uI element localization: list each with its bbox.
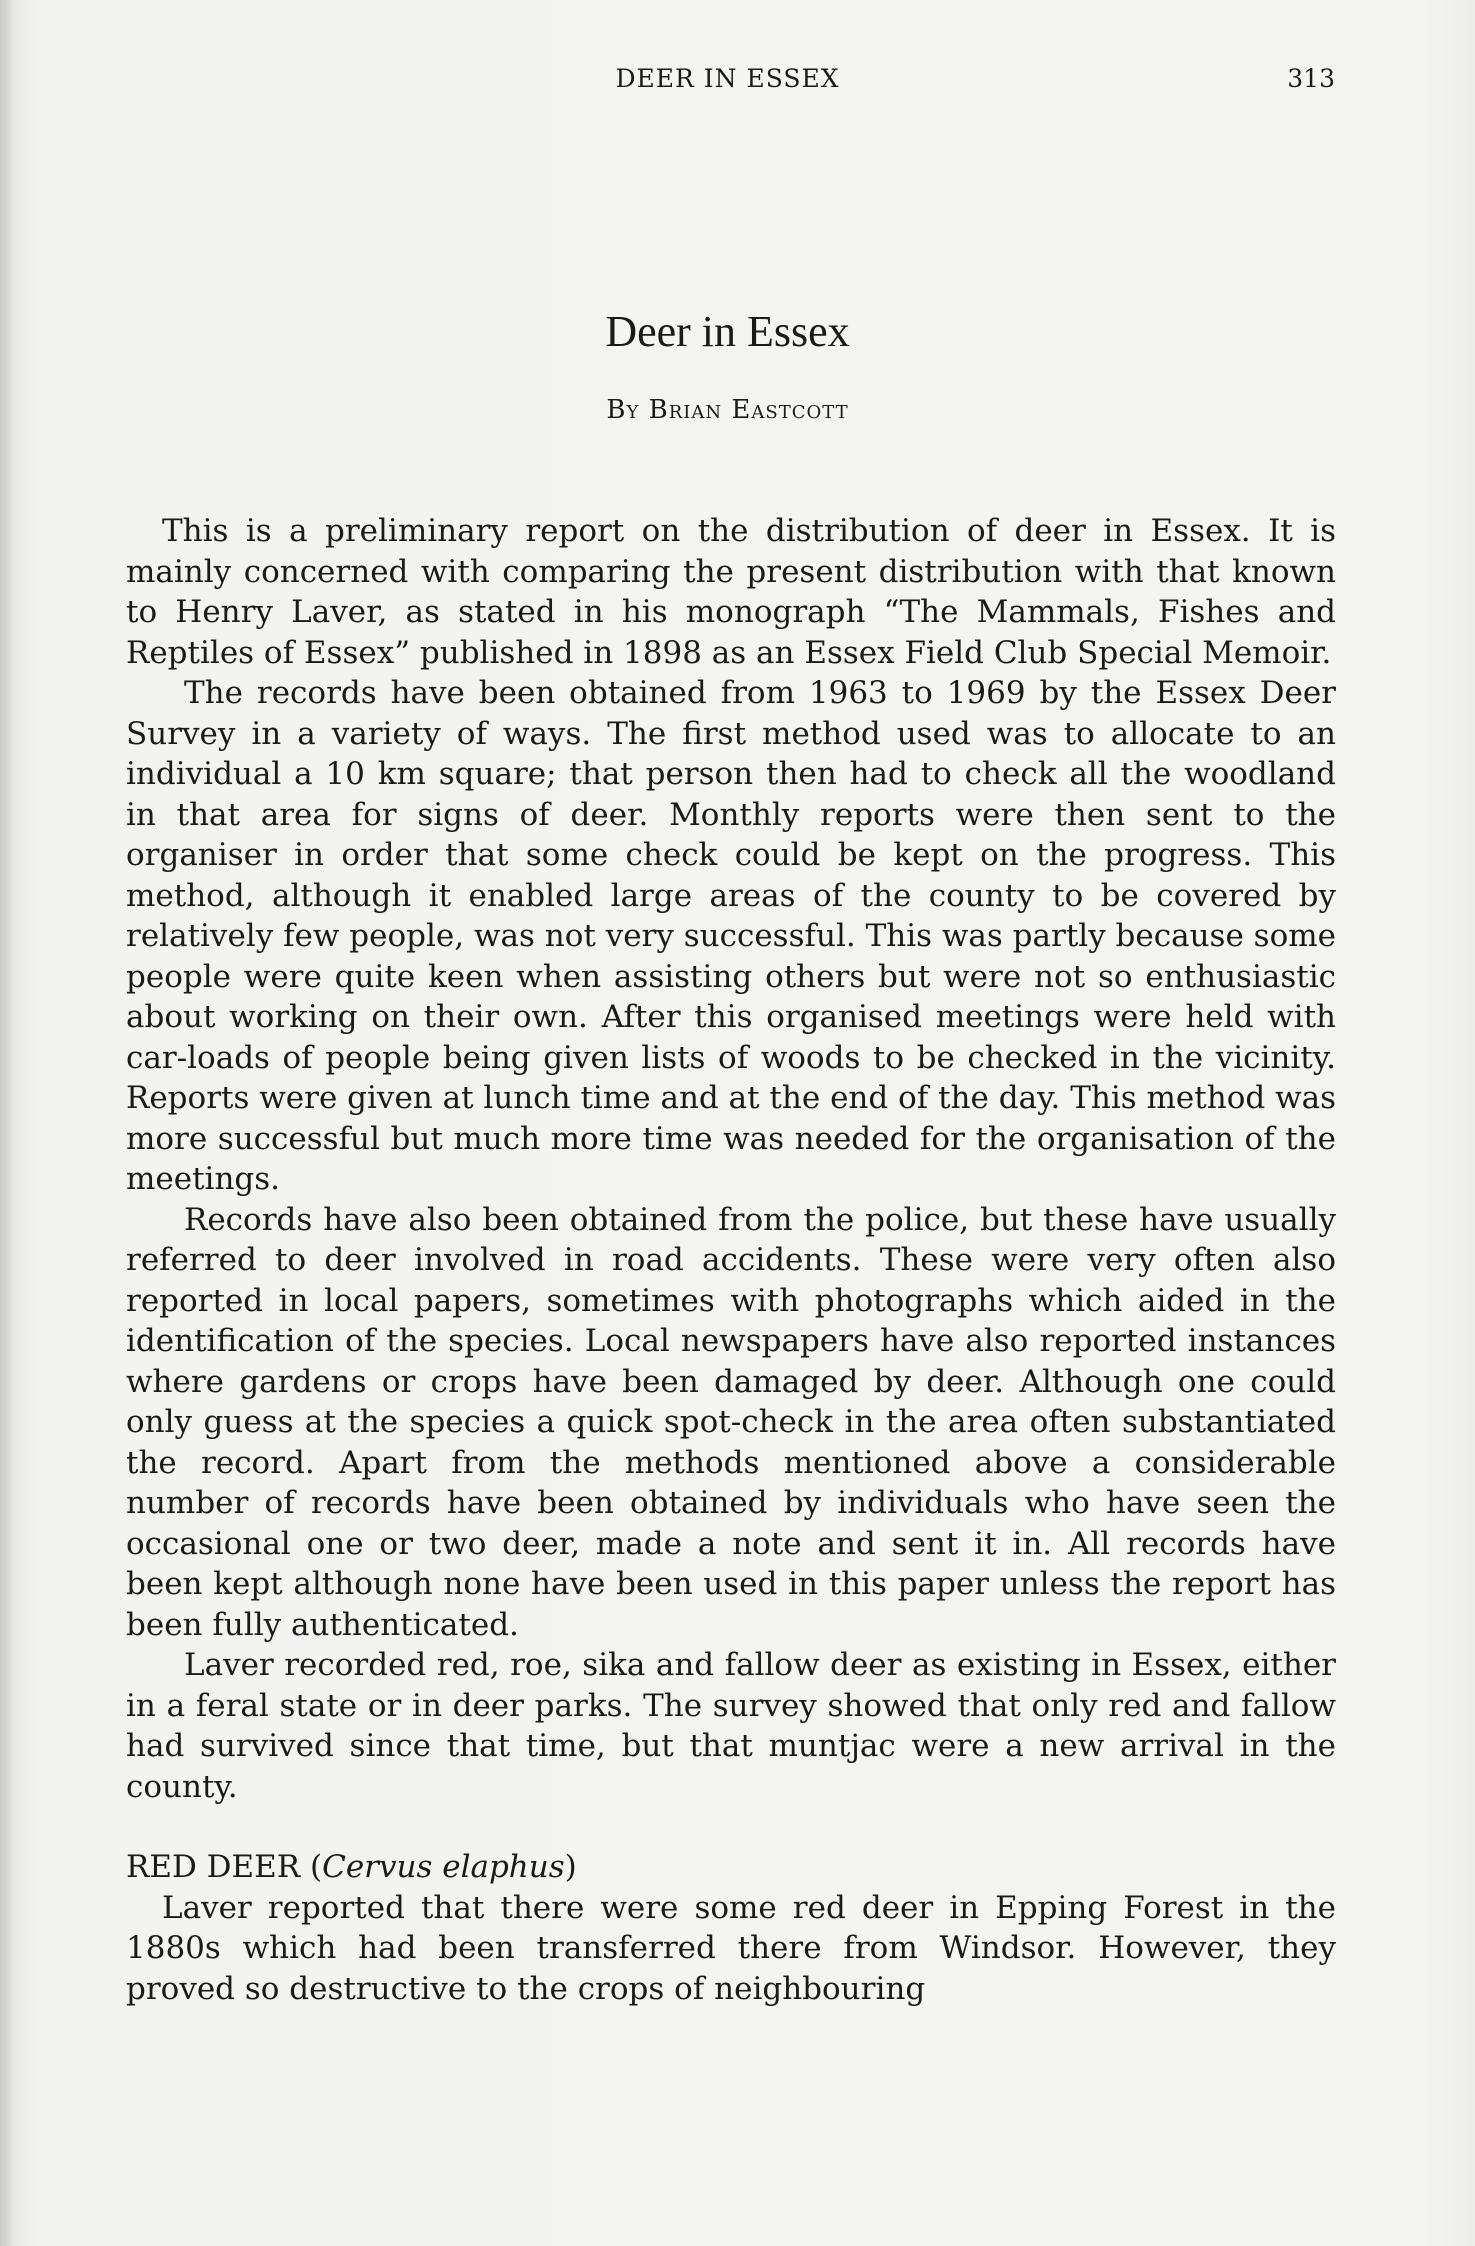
section-heading-latin-name: Cervus elaphus	[322, 1849, 565, 1885]
body-paragraph: Laver recorded red, roe, sika and fallow deer as existing in Essex, either in a feral state or in deer parks. The survey showed that only red and fallow had survived since that time, but that muntjac were a new arrival in the county.	[126, 1647, 1336, 1805]
spine-shadow	[0, 0, 14, 2246]
body-paragraph: Records have also been obtained from the police, but these have usually referred to deer involved in road accidents. These were very often also reported in local papers, sometimes with photographs which aided in the identification of the species. Local newspapers have also reported instances where gardens or crops have been damaged by deer. Although one could only guess at the species a quick spot-check in the area often substantiated the record. Apart from the methods mentioned above a considerable number of records have been obtained by individuals who have seen the occasional one or two deer, made a note and sent it in. All records have been kept although none have been used in this paper unless the report has been fully authenticated.	[126, 1201, 1336, 1643]
running-head: DEER IN ESSEX	[615, 64, 840, 93]
body-paragraph: Laver reported that there were some red deer in Epping Forest in the 1880s which had been transferred there from Windsor. However, they proved so destructive to the crops of neighbouring	[126, 1889, 1336, 2007]
page-number: 313	[1287, 64, 1335, 93]
section-heading-prefix: RED DEER (	[126, 1849, 323, 1885]
body-paragraph: This is a preliminary report on the distribution of deer in Essex. It is mainly concerned with comparing the present distribution with that known to Henry Laver, as stated in his monograph “The Mammals, Fishes and Reptiles of Essex” published in 1898 as an Essex Field Club Special Memoir.	[126, 513, 1336, 671]
section-heading-suffix: )	[564, 1849, 577, 1885]
body-paragraph: The records have been obtained from 1963 to 1969 by the Essex Deer Survey in a variety of ways. The first method used was to allocate to an individual a 10 km square; that person then had to check all the woodland in that area for signs of deer. Monthly reports were then sent to the organiser in order that some check could be kept on the progress. This method, although it enabled large areas of the county to be covered by relatively few people, was not very successful. This was partly because some people were quite keen when assisting others but were not so enthusiastic about working on their own. After this organised meetings were held with car-loads of people being given lists of woods to be checked in the vicinity. Reports were given at lunch time and at the end of the day. This method was more successful but much more time was needed for the organisation of the meetings.	[126, 675, 1336, 1197]
article-body	[126, 511, 1336, 2009]
page-header	[120, 64, 1335, 104]
article-title: Deer in Essex	[605, 307, 850, 356]
article-byline: By Brian Eastcott	[606, 395, 849, 425]
section-heading-red-deer	[126, 1847, 1336, 1888]
